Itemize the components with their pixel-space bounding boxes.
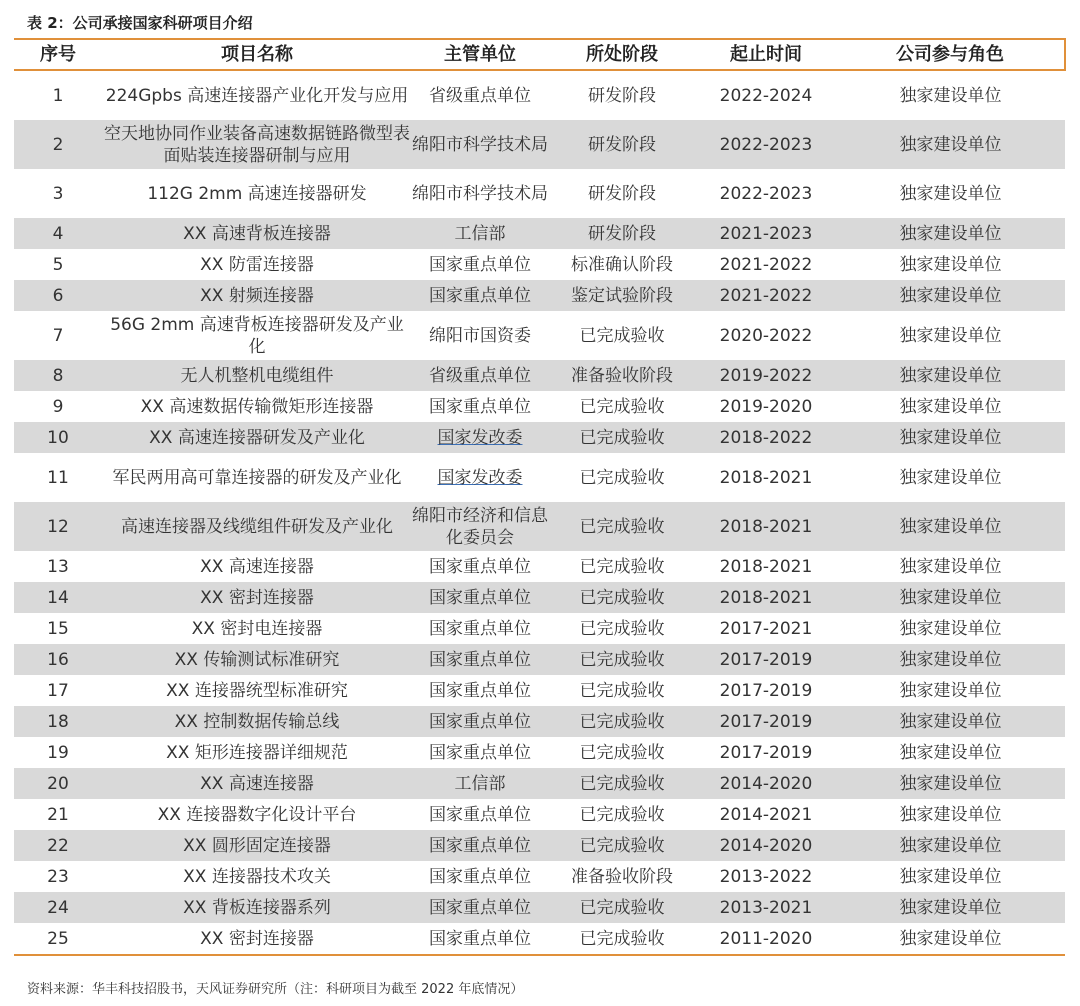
projects-table <box>14 38 1066 956</box>
table-row <box>14 644 1065 675</box>
cell-dept: 国家重点单位 <box>429 618 531 639</box>
cell-name: XX 射频连接器 <box>102 280 412 311</box>
table-row <box>14 391 1065 422</box>
cell-name: XX 密封连接器 <box>102 923 412 955</box>
table-row <box>14 768 1065 799</box>
cell-name: XX 高速背板连接器 <box>102 218 412 249</box>
cell-stage: 已完成验收 <box>579 804 665 825</box>
cell-period: 2021-2022 <box>719 254 813 275</box>
cell-period: 2019-2022 <box>696 360 836 391</box>
cell-name: 112G 2mm 高速连接器研发 <box>147 183 367 204</box>
cell-dept <box>412 453 548 502</box>
source-note: 资料来源：华丰科技招股书，天风证券研究所（注：科研项目为截至 2022 年底情况） <box>27 982 524 997</box>
cell-dept: 绵阳市经济和信息化委员会 <box>412 502 548 551</box>
cell-name: XX 圆形固定连接器 <box>102 830 412 861</box>
cell-period: 2014-2021 <box>719 804 813 825</box>
cell-name: XX 连接器技术攻关 <box>183 866 331 887</box>
table-row <box>14 311 1065 360</box>
cell-stage: 已完成验收 <box>548 706 696 737</box>
cell-name: XX 高速连接器 <box>200 556 314 577</box>
cell-dept <box>412 422 548 453</box>
header-role: 公司参与角色 <box>836 39 1065 70</box>
cell-dept: 省级重点单位 <box>429 85 531 106</box>
cell-role: 独家建设单位 <box>836 218 1065 249</box>
header-no: 序号 <box>14 39 102 70</box>
cell-dept: 绵阳市科学技术局 <box>412 120 548 169</box>
cell-no: 21 <box>47 804 69 825</box>
cell-no: 20 <box>14 768 102 799</box>
cell-stage: 研发阶段 <box>548 218 696 249</box>
cell-role: 独家建设单位 <box>836 360 1065 391</box>
table-container <box>14 38 1065 956</box>
cell-role: 独家建设单位 <box>899 396 1002 417</box>
cell-stage: 已完成验收 <box>548 502 696 551</box>
cell-dept: 绵阳市国资委 <box>429 325 531 346</box>
cell-role: 独家建设单位 <box>899 183 1002 204</box>
table-row <box>14 551 1065 582</box>
cell-name: 无人机整机电缆组件 <box>102 360 412 391</box>
cell-no: 1 <box>52 85 64 106</box>
cell-no: 17 <box>47 680 69 701</box>
cell-stage: 已完成验收 <box>579 467 665 488</box>
cell-name: XX 矩形连接器详细规范 <box>166 742 348 763</box>
cell-no: 23 <box>47 866 69 887</box>
table-row <box>14 892 1065 923</box>
cell-dept: 国家重点单位 <box>412 892 548 923</box>
cell-stage: 标准确认阶段 <box>571 254 673 275</box>
cell-period: 2022-2024 <box>719 85 813 106</box>
table-row <box>14 613 1065 644</box>
cell-no: 9 <box>52 396 64 417</box>
cell-dept: 国家重点单位 <box>412 830 548 861</box>
cell-role: 独家建设单位 <box>899 804 1002 825</box>
table-row <box>14 360 1065 391</box>
cell-role: 独家建设单位 <box>899 85 1002 106</box>
table-row <box>14 422 1065 453</box>
cell-period: 2017-2019 <box>719 680 813 701</box>
cell-no: 2 <box>14 120 102 169</box>
cell-role: 独家建设单位 <box>836 892 1065 923</box>
header-period: 起止时间 <box>696 39 836 70</box>
cell-dept: 国家重点单位 <box>412 923 548 955</box>
cell-stage: 已完成验收 <box>579 618 665 639</box>
cell-period: 2019-2020 <box>719 396 813 417</box>
table-row <box>14 923 1065 955</box>
table-row <box>14 169 1065 218</box>
cell-name: XX 控制数据传输总线 <box>102 706 412 737</box>
cell-period: 2017-2019 <box>696 706 836 737</box>
cell-role: 独家建设单位 <box>899 467 1002 488</box>
cell-role: 独家建设单位 <box>836 923 1065 955</box>
cell-role: 独家建设单位 <box>899 254 1002 275</box>
cell-stage: 研发阶段 <box>588 183 656 204</box>
cell-name: 高速连接器及线缆组件研发及产业化 <box>102 502 412 551</box>
cell-name: 军民两用高可靠连接器的研发及产业化 <box>112 467 402 488</box>
table-row <box>14 799 1065 830</box>
cell-stage: 已完成验收 <box>548 830 696 861</box>
cell-stage: 准备验收阶段 <box>548 360 696 391</box>
cell-name: XX 高速连接器 <box>102 768 412 799</box>
cell-dept: 国家重点单位 <box>429 556 531 577</box>
cell-no: 10 <box>14 422 102 453</box>
cell-stage: 鉴定试验阶段 <box>548 280 696 311</box>
cell-period: 2022-2023 <box>696 120 836 169</box>
table-title: 表 2：公司承接国家科研项目介绍 <box>27 14 253 32</box>
cell-dept: 省级重点单位 <box>412 360 548 391</box>
table-row <box>14 218 1065 249</box>
cell-period: 2021-2022 <box>696 280 836 311</box>
cell-stage: 已完成验收 <box>548 768 696 799</box>
cell-stage: 研发阶段 <box>588 85 656 106</box>
cell-dept: 国家重点单位 <box>429 254 531 275</box>
cell-stage: 已完成验收 <box>579 325 665 346</box>
cell-dept: 国家重点单位 <box>429 804 531 825</box>
cell-no: 4 <box>14 218 102 249</box>
cell-period: 2014-2020 <box>696 830 836 861</box>
table-row <box>14 706 1065 737</box>
cell-name: XX 连接器统型标准研究 <box>166 680 348 701</box>
cell-name: XX 高速数据传输微矩形连接器 <box>140 396 374 417</box>
cell-no: 19 <box>47 742 69 763</box>
cell-stage: 已完成验收 <box>548 644 696 675</box>
cell-role: 独家建设单位 <box>899 618 1002 639</box>
cell-period: 2014-2020 <box>696 768 836 799</box>
cell-role: 独家建设单位 <box>899 742 1002 763</box>
cell-stage: 研发阶段 <box>548 120 696 169</box>
cell-period: 2020-2022 <box>719 325 813 346</box>
table-row <box>14 830 1065 861</box>
cell-period: 2021-2023 <box>696 218 836 249</box>
cell-no: 5 <box>52 254 64 275</box>
cell-dept: 绵阳市科学技术局 <box>412 183 548 204</box>
cell-stage: 已完成验收 <box>548 422 696 453</box>
cell-period: 2018-2022 <box>696 422 836 453</box>
cell-role: 独家建设单位 <box>836 120 1065 169</box>
table-row <box>14 70 1065 120</box>
cell-dept: 国家重点单位 <box>412 582 548 613</box>
cell-no: 7 <box>52 325 64 346</box>
dept-underlined-text: 国家发改委 <box>437 467 523 488</box>
cell-role: 独家建设单位 <box>836 768 1065 799</box>
cell-period: 2018-2021 <box>719 556 813 577</box>
cell-no: 18 <box>14 706 102 737</box>
cell-no: 16 <box>14 644 102 675</box>
table-row <box>14 502 1065 551</box>
table-row <box>14 675 1065 706</box>
dept-underlined-text: 国家发改委 <box>437 427 523 448</box>
cell-role: 独家建设单位 <box>836 422 1065 453</box>
table-row <box>14 453 1065 502</box>
cell-name: XX 密封连接器 <box>102 582 412 613</box>
cell-period: 2018-2021 <box>696 582 836 613</box>
cell-dept: 国家重点单位 <box>429 396 531 417</box>
cell-role: 独家建设单位 <box>899 325 1002 346</box>
cell-dept: 国家重点单位 <box>412 644 548 675</box>
cell-role: 独家建设单位 <box>836 706 1065 737</box>
cell-no: 8 <box>14 360 102 391</box>
cell-name: XX 背板连接器系列 <box>102 892 412 923</box>
cell-role: 独家建设单位 <box>836 830 1065 861</box>
cell-no: 13 <box>47 556 69 577</box>
cell-period: 2022-2023 <box>719 183 813 204</box>
cell-dept: 国家重点单位 <box>412 280 548 311</box>
cell-no: 25 <box>14 923 102 955</box>
cell-period: 2017-2019 <box>719 742 813 763</box>
cell-stage: 已完成验收 <box>548 892 696 923</box>
table-row <box>14 582 1065 613</box>
header-name: 项目名称 <box>102 39 412 70</box>
cell-stage: 已完成验收 <box>579 556 665 577</box>
cell-stage: 已完成验收 <box>579 396 665 417</box>
cell-name: XX 防雷连接器 <box>200 254 314 275</box>
cell-stage: 已完成验收 <box>548 582 696 613</box>
cell-role: 独家建设单位 <box>836 582 1065 613</box>
cell-no: 12 <box>14 502 102 551</box>
cell-no: 22 <box>14 830 102 861</box>
cell-name: XX 高速连接器研发及产业化 <box>102 422 412 453</box>
cell-no: 3 <box>52 183 64 204</box>
cell-name: 56G 2mm 高速背板连接器研发及产业化 <box>110 314 404 357</box>
header-dept: 主管单位 <box>412 39 548 70</box>
cell-role: 独家建设单位 <box>899 680 1002 701</box>
cell-no: 11 <box>47 467 69 488</box>
cell-name: XX 密封电连接器 <box>191 618 323 639</box>
cell-role: 独家建设单位 <box>899 866 1002 887</box>
cell-dept: 国家重点单位 <box>429 680 531 701</box>
cell-no: 6 <box>14 280 102 311</box>
header-stage: 所处阶段 <box>548 39 696 70</box>
table-row <box>14 120 1065 169</box>
cell-name: XX 连接器数字化设计平台 <box>157 804 357 825</box>
cell-stage: 准备验收阶段 <box>571 866 673 887</box>
table-row <box>14 280 1065 311</box>
cell-role: 独家建设单位 <box>836 280 1065 311</box>
cell-role: 独家建设单位 <box>836 502 1065 551</box>
cell-dept: 国家重点单位 <box>429 866 531 887</box>
table-row <box>14 861 1065 892</box>
cell-stage: 已完成验收 <box>548 923 696 955</box>
cell-dept: 工信部 <box>412 218 548 249</box>
cell-no: 15 <box>47 618 69 639</box>
cell-no: 24 <box>14 892 102 923</box>
cell-stage: 已完成验收 <box>579 742 665 763</box>
cell-role: 独家建设单位 <box>836 644 1065 675</box>
cell-period: 2013-2022 <box>719 866 813 887</box>
table-row <box>14 737 1065 768</box>
cell-period: 2011-2020 <box>696 923 836 955</box>
cell-dept: 国家重点单位 <box>429 742 531 763</box>
cell-name: 224Gpbs 高速连接器产业化开发与应用 <box>105 85 409 106</box>
table-row <box>14 249 1065 280</box>
cell-role: 独家建设单位 <box>899 556 1002 577</box>
cell-period: 2013-2021 <box>696 892 836 923</box>
cell-period: 2017-2019 <box>696 644 836 675</box>
cell-period: 2018-2021 <box>719 467 813 488</box>
cell-name: 空天地协同作业装备高速数据链路微型表面贴装连接器研制与应用 <box>102 120 412 169</box>
cell-no: 14 <box>14 582 102 613</box>
cell-period: 2017-2021 <box>719 618 813 639</box>
cell-period: 2018-2021 <box>696 502 836 551</box>
cell-dept: 工信部 <box>412 768 548 799</box>
table-header-row <box>14 39 1065 70</box>
cell-name: XX 传输测试标准研究 <box>102 644 412 675</box>
cell-stage: 已完成验收 <box>579 680 665 701</box>
cell-dept: 国家重点单位 <box>412 706 548 737</box>
